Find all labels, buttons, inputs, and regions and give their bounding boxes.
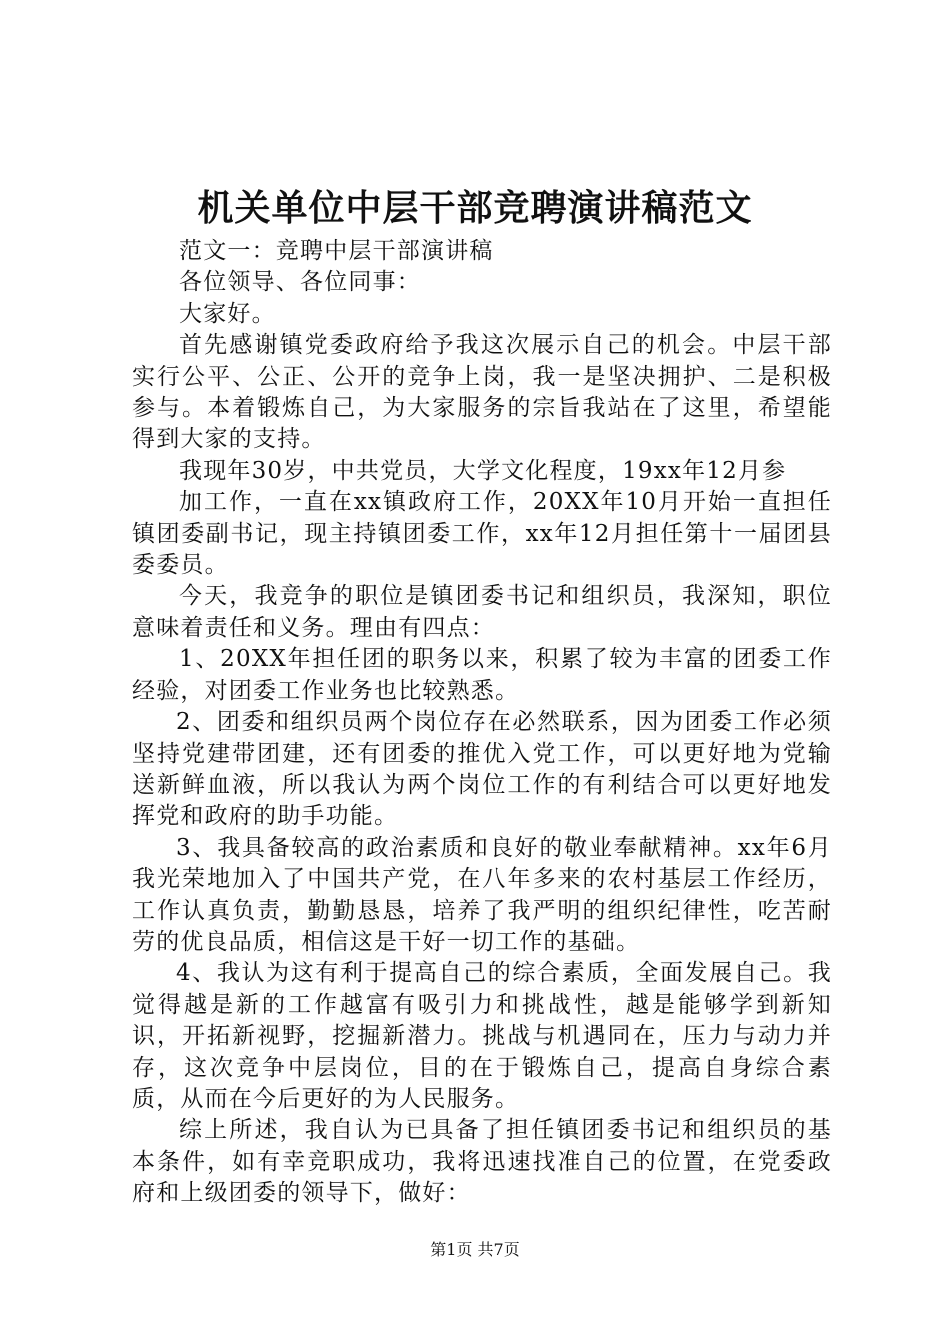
paragraph: 我现年30岁，中共党员，大学文化程度，19xx年12月参: [179, 457, 787, 484]
list-item: 4、我认为这有利于提高自己的综合素质，全面发展自己。我觉得越是新的工作越富有吸引力和挑战性，越是能够学到新知识，开拓新视野，挖掘新潜力。挑战与机遇同在，压力与动力并存，这次竞争中层岗位，目的在于锻炼自己，提高自身综合素质，从而在今后更好的为人民服务。: [132, 960, 832, 1112]
list-item: 2、团委和组织员两个岗位存在必然联系，因为团委工作必须坚持党建带团建，还有团委的推优入党工作，可以更好地为党输送新鲜血液，所以我认为两个岗位工作的有利结合可以更好地发挥党和政府的助手功能。: [132, 709, 832, 830]
paragraph-greeting: 大家好。: [179, 300, 276, 327]
paragraph: 综上所述，我自认为已具备了担任镇团委书记和组织员的基本条件，如有幸竞职成功，我将迅速找准自己的位置，在党委政府和上级团委的领导下，做好：: [132, 1117, 832, 1207]
paragraph-heading: 范文一：竞聘中层干部演讲稿: [179, 238, 494, 264]
paragraph: 加工作，一直在xx镇政府工作，20XX年10月开始一直担任镇团委副书记，现主持镇团委工作，xx年12月担任第十一届团县委委员。: [132, 489, 832, 579]
paragraph: 首先感谢镇党委政府给予我这次展示自己的机会。中层干部实行公平、公正、公开的竞争上岗，我一是坚决拥护、二是积极参与。本着锻炼自己，为大家服务的宗旨我站在了这里，希望能得到大家的支持。: [132, 332, 832, 453]
list-item: 1、20XX年担任团的职务以来，积累了较为丰富的团委工作经验，对团委工作业务也比较熟悉。: [132, 646, 832, 704]
paragraph: 今天，我竞争的职位是镇团委书记和组织员，我深知，职位意味着责任和义务。理由有四点：: [132, 583, 832, 641]
paragraph-salutation: 各位领导、各位同事：: [179, 269, 421, 296]
document-title: 机关单位中层干部竞聘演讲稿范文: [197, 187, 753, 229]
document-body: [132, 236, 832, 1210]
page-number: 第1页 共7页: [430, 1240, 520, 1259]
list-item: 3、我具备较高的政治素质和良好的敬业奉献精神。xx年6月我光荣地加入了中国共产党，在八年多来的农村基层工作经历，工作认真负责，勤勤恳恳，培养了我严明的组织纪律性，吃苦耐劳的优良品质，相信这是干好一切工作的基础。: [132, 834, 832, 955]
